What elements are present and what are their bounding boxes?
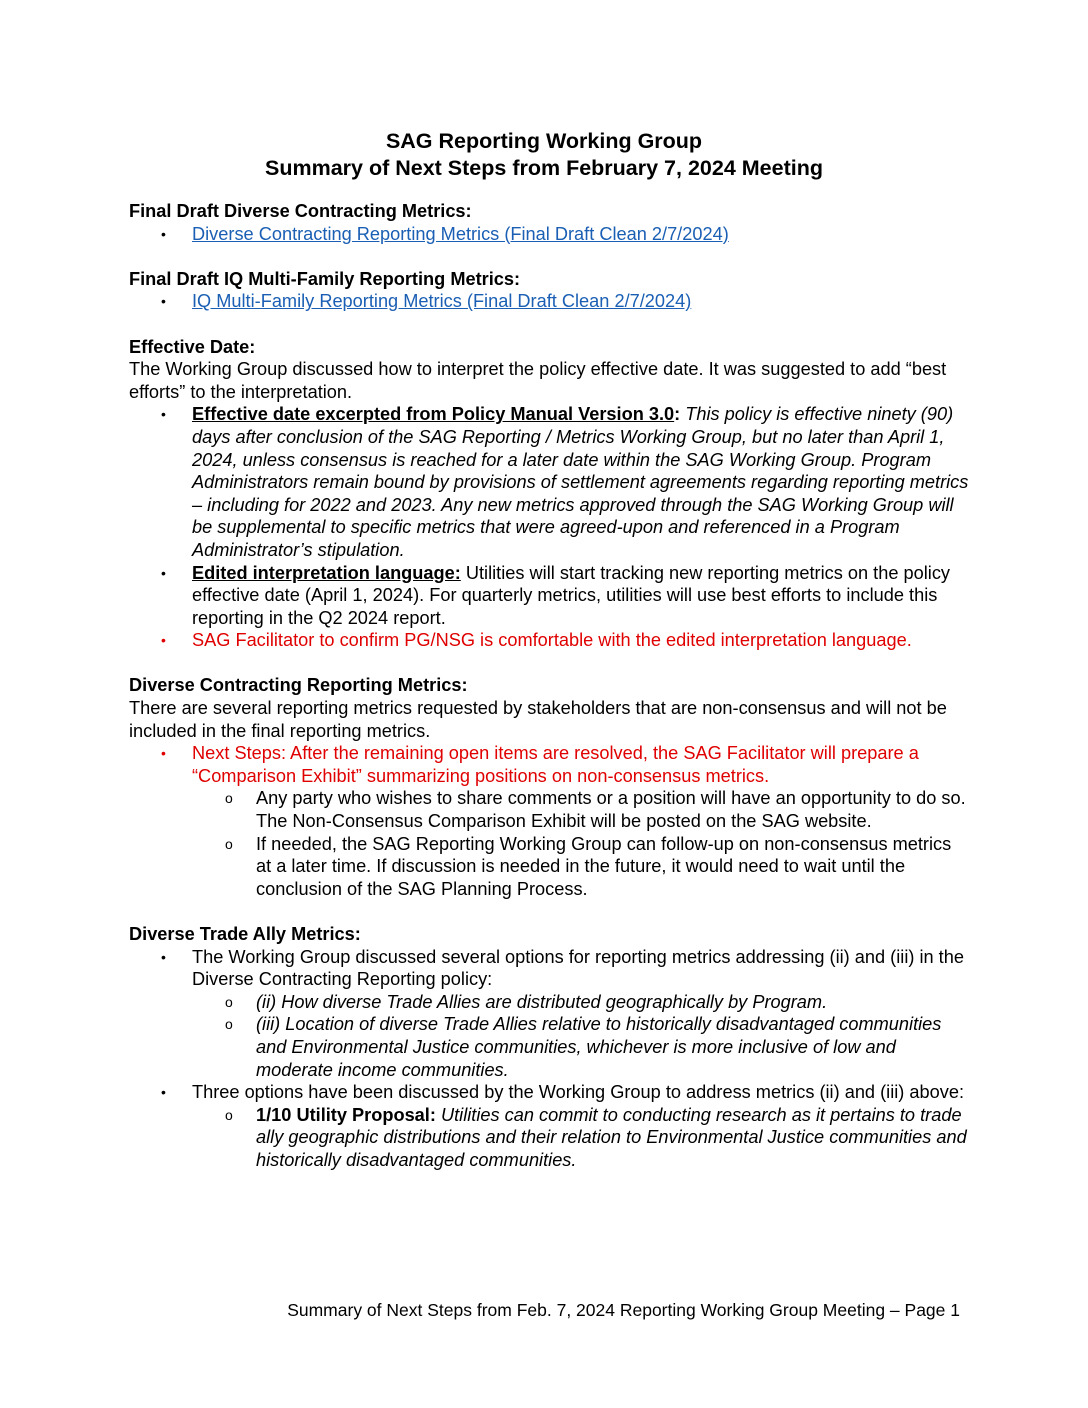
list-item (129, 946, 969, 1082)
sub-bullet-list (192, 787, 969, 900)
circle-bullet-icon: o (225, 993, 233, 1010)
bullet-icon: • (161, 406, 166, 423)
bullet-list (129, 223, 969, 246)
page-footer: Summary of Next Steps from Feb. 7, 2024 Reporting Working Group Meeting – Page 1 (287, 1300, 960, 1320)
section-final-draft-dc (129, 200, 969, 245)
section-heading: Diverse Trade Ally Metrics: (129, 924, 361, 944)
section-heading: Diverse Contracting Reporting Metrics: (129, 675, 468, 696)
circle-bullet-icon: o (225, 1106, 233, 1123)
circle-bullet-icon: o (225, 790, 233, 807)
item-text: This policy is effective ninety (90) days after conclusion of the SAG Reporting / Metrics Working Group, but no later than April 1, 2024, unless consensus is reached for a later date within the SAG Working Group. Program Administrators remain bound by provisions of settlement agreements regarding reporting metrics – including for 2022 and 2023. Any new metrics approved through the SAG Working Group will be supplemental to specific metrics that were agreed-upon and referenced in a Program Administrator’s stipulation. (192, 404, 969, 560)
item-label: Effective date excerpted from Policy Manual Version 3.0 (192, 404, 675, 425)
bullet-icon: • (161, 745, 166, 762)
sub-list-item (192, 991, 969, 1014)
section-effective-date (129, 336, 969, 652)
bullet-list (129, 290, 969, 313)
sub-list-item (192, 1013, 969, 1081)
sub-bullet-list (192, 991, 969, 1081)
bullet-icon: • (161, 293, 166, 310)
proposal-label: 1/10 Utility Proposal: (256, 1104, 436, 1125)
next-steps-text: Next Steps: After the remaining open items are resolved, the SAG Facilitator will prepare a “Comparison Exhibit” summarizing positions on non-consensus metrics. (192, 743, 919, 786)
section-heading: Final Draft IQ Multi-Family Reporting Metrics: (129, 268, 521, 289)
item-label-colon: : (674, 404, 681, 425)
sub-item-text: Any party who wishes to share comments or a position will have an opportunity to do so. The Non-Consensus Comparison Exhibit will be posted on the SAG website. (256, 788, 966, 832)
bullet-icon: • (161, 1084, 166, 1101)
item-label: Edited interpretation language: (192, 562, 461, 583)
bullet-icon: • (161, 948, 166, 965)
sub-list-item (192, 787, 969, 832)
circle-bullet-icon: o (225, 835, 233, 852)
list-item (129, 223, 969, 246)
sub-item-text: (ii) How diverse Trade Allies are distributed geographically by Program. (256, 991, 828, 1012)
iq-metrics-link[interactable]: IQ Multi-Family Reporting Metrics (Final Draft Clean 2/7/2024) (192, 291, 692, 312)
item-text: Three options have been discussed by the Working Group to address metrics (ii) and (iii) above: (192, 1082, 965, 1103)
bullet-icon: • (161, 225, 166, 242)
dc-metrics-link[interactable]: Diverse Contracting Reporting Metrics (Final Draft Clean 2/7/2024) (192, 223, 729, 244)
sub-list-item (192, 1104, 969, 1172)
action-item-text: SAG Facilitator to confirm PG/NSG is comfortable with the edited interpretation language. (192, 630, 912, 651)
document-body (129, 128, 969, 1194)
list-item-action (129, 629, 969, 652)
list-item (129, 290, 969, 313)
bullet-list (129, 946, 969, 1172)
section-trade-ally (129, 923, 969, 1172)
bullet-icon: • (161, 564, 166, 581)
bullet-list (129, 403, 969, 652)
circle-bullet-icon: o (225, 1016, 233, 1033)
section-intro: The Working Group discussed how to interpret the policy effective date. It was suggested to add “best efforts” to the interpretation. (129, 359, 947, 402)
title-line-1: SAG Reporting Working Group (385, 129, 703, 153)
bullet-list (129, 742, 969, 900)
list-item (129, 403, 969, 561)
document-title (119, 128, 969, 182)
section-heading: Final Draft Diverse Contracting Metrics: (129, 201, 472, 221)
sub-item-text: (iii) Location of diverse Trade Allies relative to historically disadvantaged communities and Environmental Justice communities, whichever is more inclusive of low and moderate income communities. (256, 1014, 942, 1080)
section-final-draft-iq (129, 268, 969, 313)
item-text: Utilities will start tracking new reporting metrics on the policy effective date (April 1, 2024). For quarterly metrics, utilities will use best efforts to include this reporting in the Q2 2024 report. (192, 562, 951, 628)
item-text: The Working Group discussed several options for reporting metrics addressing (ii) and (iii) in the Diverse Contracting Reporting policy: (192, 946, 964, 990)
list-item (129, 562, 969, 630)
list-item (129, 1081, 969, 1171)
section-intro: There are several reporting metrics requested by stakeholders that are non-consensus and will not be included in the final reporting metrics. (129, 698, 947, 741)
bullet-icon: • (161, 632, 166, 649)
section-heading: Effective Date: (129, 336, 256, 357)
sub-bullet-list (192, 1104, 969, 1172)
sub-item-text: If needed, the SAG Reporting Working Group can follow-up on non-consensus metrics at a later time. If discussion is needed in the future, it would need to wait until the conclusion of the SAG Planning Process. (256, 833, 952, 899)
list-item (129, 742, 969, 900)
sub-list-item (192, 833, 969, 901)
title-line-2: Summary of Next Steps from February 7, 2024 Meeting (265, 156, 823, 180)
proposal-text: Utilities can commit to conducting research as it pertains to trade ally geographic distributions and their relation to Environmental Justice communities and historically disadvantaged communities. (256, 1104, 967, 1170)
section-dc-reporting (129, 674, 969, 900)
